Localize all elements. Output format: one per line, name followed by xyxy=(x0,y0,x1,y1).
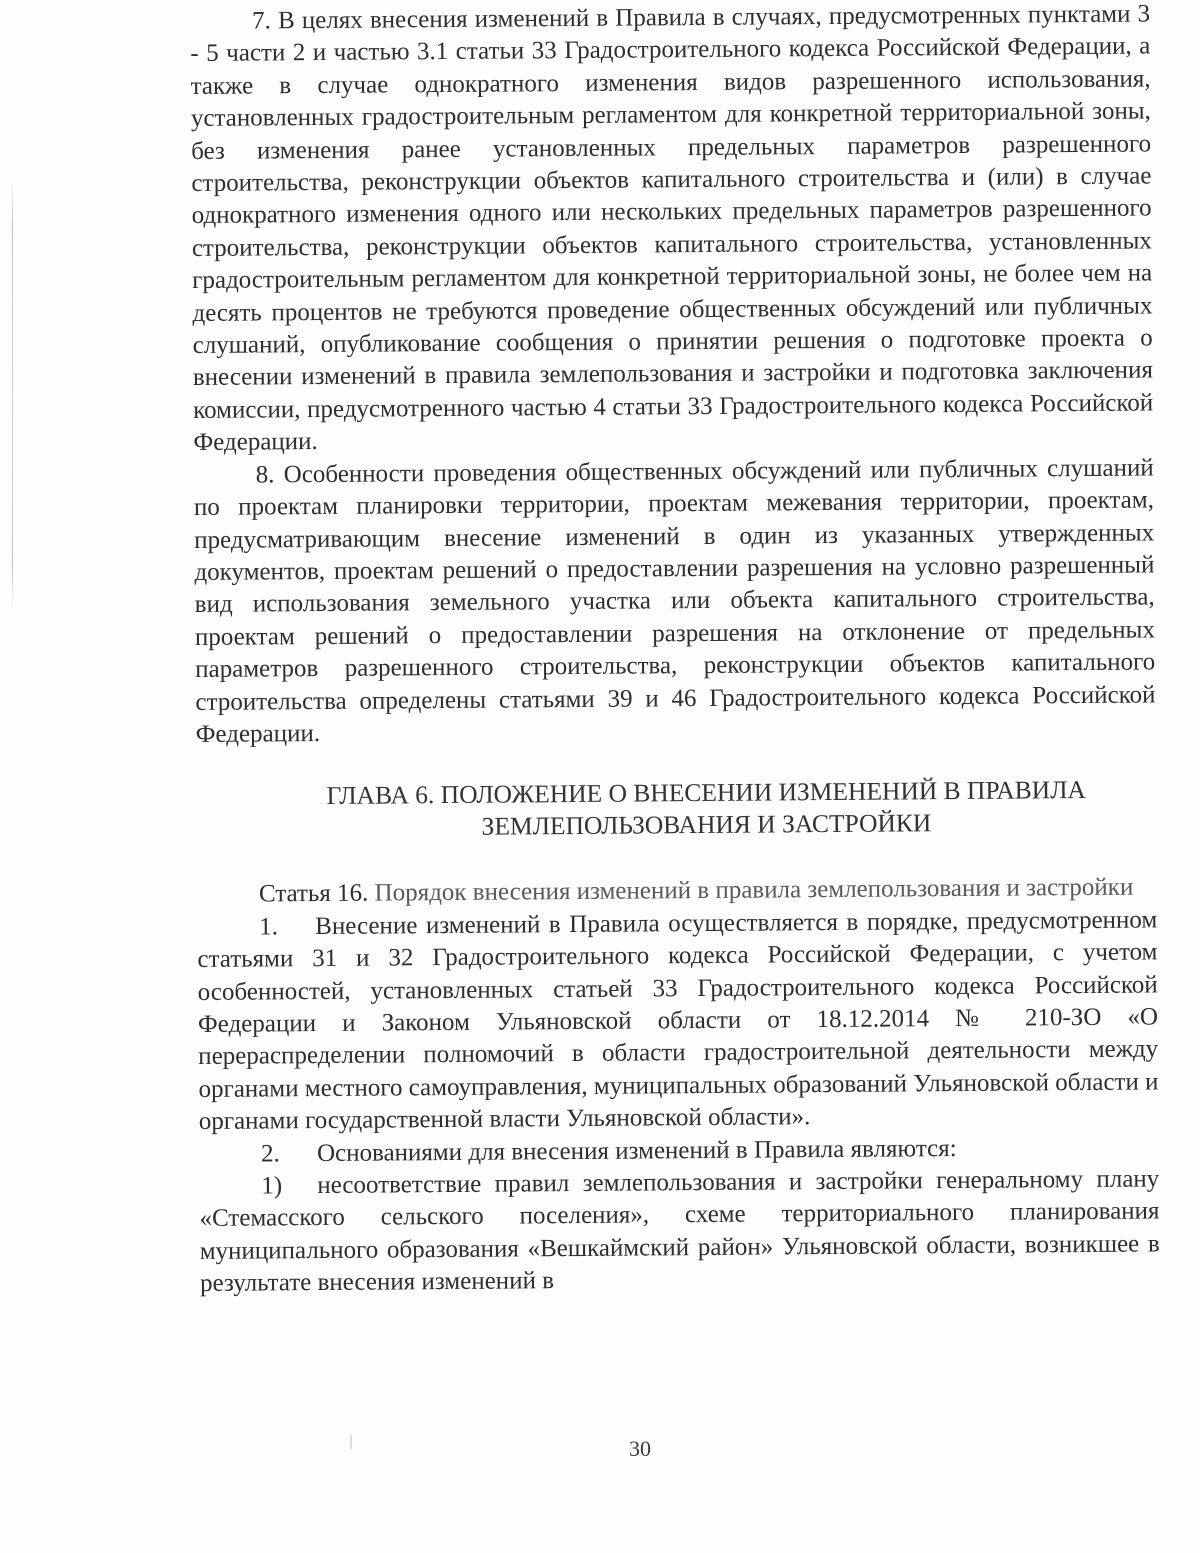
subitem-1 xyxy=(199,1163,1160,1300)
item-2-text: Основаниями для внесения изменений в Правила являются: xyxy=(316,1134,957,1167)
article-label: Статья 16. xyxy=(258,879,369,908)
item-1 xyxy=(197,904,1159,1138)
paragraph-7: 7. В целях внесения изменений в Правила в случаях, предусмотренных пунктами 3 - 5 части 2 и частью 3.1 статьи 33 Градостроительного кодекса Российской Федерации, а также в случае однократного изменения видов разрешенного использования, установленных градостроительным регламентом для конкретной территориальной зоны, без изменения ранее установленных предельных параметров разрешенного строительства, реконструкции объектов капитального строительства и (или) в случае однократного изменения одного или нескольких предельных параметров разрешенного строительства, реконструкции объектов капитального строительства, установленных градостроительным регламентом для конкретной территориальной зоны, не более чем на десять процентов не требуются проведение общественных обсуждений или публичных слушаний, опубликование сообщения о принятии решения о подготовке проекта о внесении изменений в правила землепользования и застройки и подготовка заключения комиссии, предусмотренного частью 4 статьи 33 Градостроительного кодекса Российской Федерации. xyxy=(190,0,1154,457)
chapter-heading-line-1: ГЛАВА 6. ПОЛОЖЕНИЕ О ВНЕСЕНИИ ИЗМЕНЕНИЙ В ПРАВИЛА xyxy=(326,775,1086,811)
subitem-1-number: 1) xyxy=(261,1172,283,1200)
chapter-heading-line-2: ЗЕМЛЕПОЛЬЗОВАНИЯ И ЗАСТРОЙКИ xyxy=(481,808,932,842)
page-number: 30 xyxy=(629,1436,651,1461)
subitem-1-text: несоответствие правил землепользования и застройки генеральному плану «Стемасского сельского поселения», схеме территориального планирования муниципального образования «Вешкаймский район» Ульяновской области, возникшее в результате внесения изменений в xyxy=(199,1165,1160,1298)
item-1-text: Внесение изменений в Правила осуществляется в порядке, предусмотренном статьями 31 и 32 Градостроительного кодекса Российской Федерации, с учетом особенностей, установленных статьей 33 Градостроительного кодекса Российской Федерации и Законом Ульяновской области от 18.12.2014 № 210-ЗО «О перераспределении полномочий в области градостроительной деятельности между органами местного самоуправления, муниципальных образований Ульяновской области и органами государственной власти Ульяновской области». xyxy=(197,906,1159,1136)
item-1-number: 1. xyxy=(259,913,279,941)
item-2-number: 2. xyxy=(260,1139,280,1168)
chapter-heading xyxy=(196,774,1156,846)
document-body xyxy=(190,0,1160,1301)
paragraph-8: 8. Особенности проведения общественных обсуждений или публичных слушаний по проектам планировки территории, проектам межевания территории, проектам, предусматривающим внесение изменений в один из указанных утвержденных документов, проектам решений о предоставлении разрешения на условно разрешенный вид использования земельного участка или объекта капитального строительства, проектам решений о предоставлении разрешения на отклонение от предельных параметров разрешенного строительства, реконструкции объектов капитального строительства определены статьями 39 и 46 Градостроительного кодекса Российской Федерации. xyxy=(193,454,1156,748)
scan-edge-mark xyxy=(12,180,13,610)
article-name: Порядок внесения изменений в правила землепользования и застройки xyxy=(374,873,1134,907)
